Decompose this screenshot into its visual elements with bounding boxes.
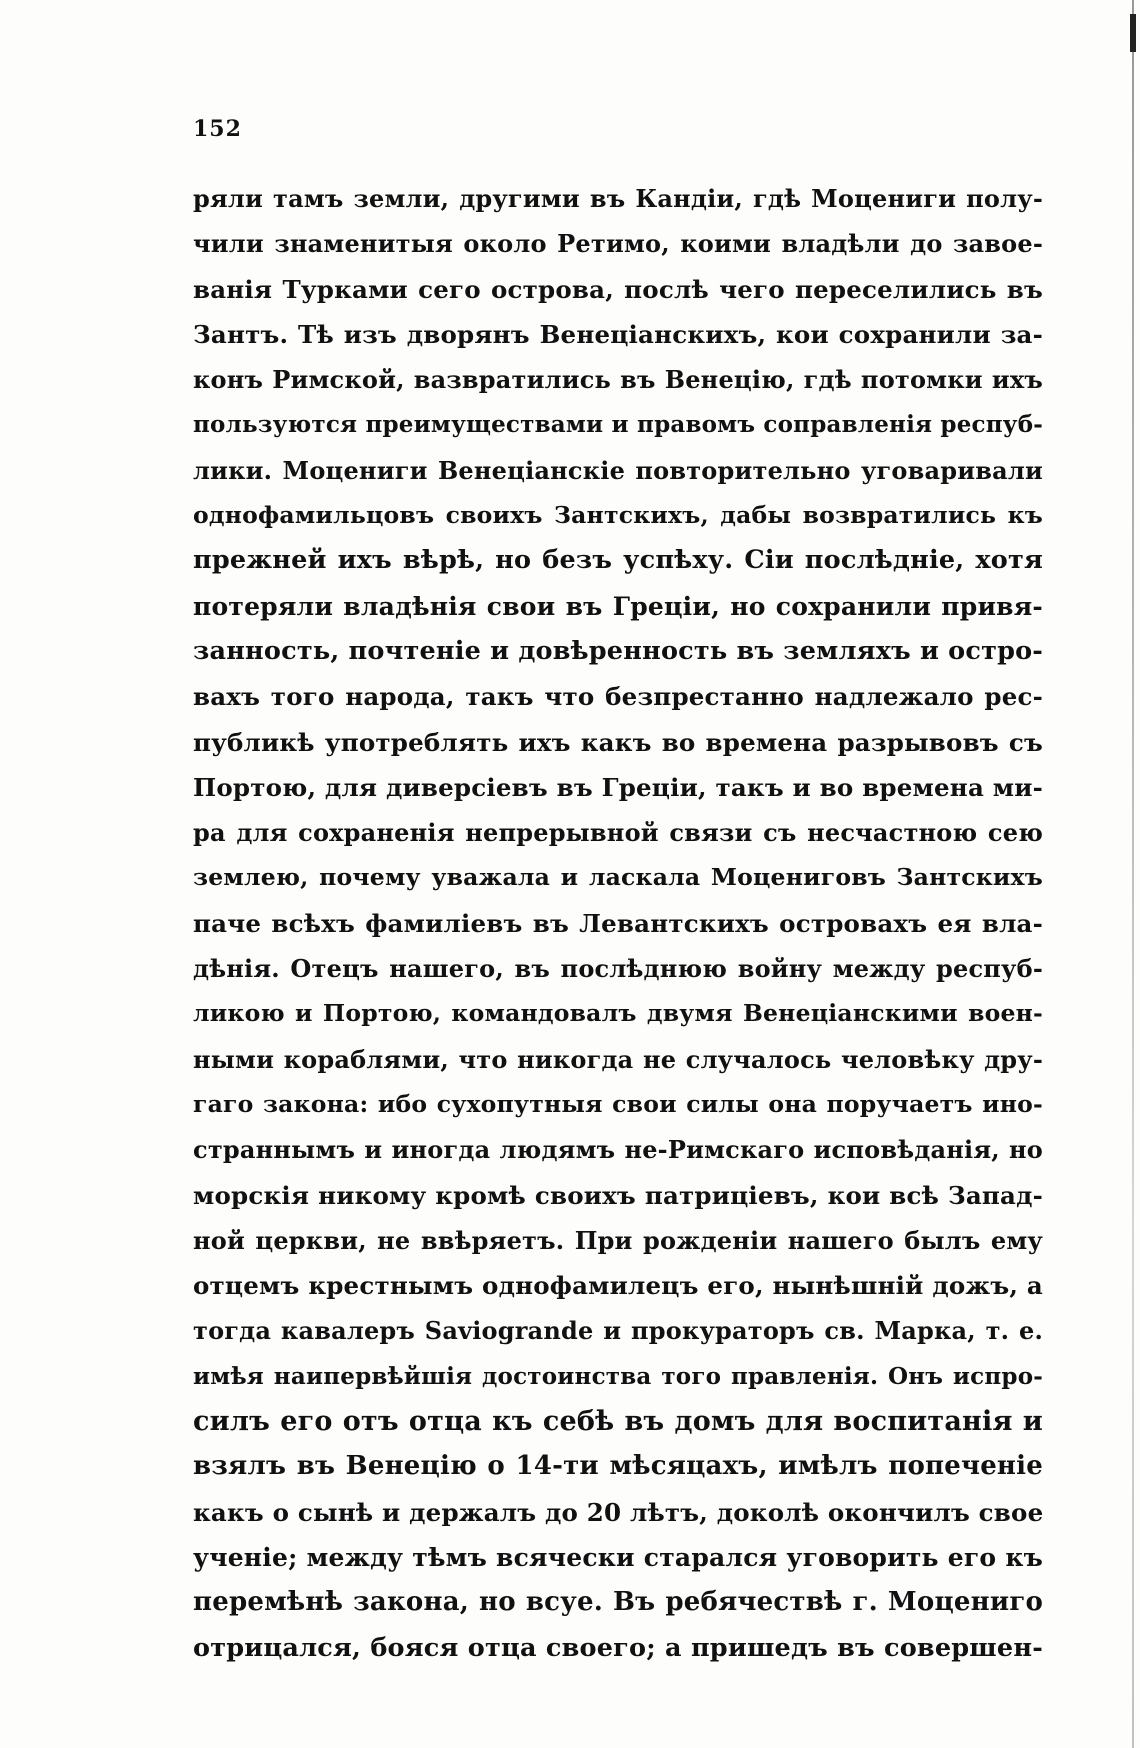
text-line: гаго закона: ибо сухопутныя свои силы она поручаетъ ино- (193, 1089, 1043, 1118)
text-line: страннымъ и иногда людямъ не-Римскаго исповѣданія, но (193, 1135, 1043, 1165)
text-line: тогда кавалеръ Saviogrande и прокураторъ св. Марка, т. е. (193, 1316, 1043, 1346)
text-line: силъ его отъ отца къ себѣ въ домъ для воспитанія и (193, 1406, 1043, 1438)
text-line: вахъ того народа, такъ что безпрестанно надлежало рес- (193, 682, 1043, 712)
text-line: какъ о сынѣ и держалъ до 20 лѣтъ, доколѣ окончилъ свое (193, 1497, 1044, 1527)
text-line: паче всѣхъ фамиліевъ въ Левантскихъ островахъ ея вла- (193, 908, 1043, 938)
text-line: землею, почему уважала и ласкала Моцениговъ Зантскихъ (193, 863, 1043, 892)
text-line: Зантъ. Тѣ изъ дворянъ Венеціанскихъ, кои сохранили за- (193, 319, 1043, 349)
text-line: ряли тамъ земли, другими въ Кандіи, гдѣ Моцениги полу- (193, 184, 1043, 213)
text-line: однофамильцовъ своихъ Зантскихъ, дабы возвратились къ (193, 501, 1043, 530)
text-line: Портою, для диверсіевъ въ Греціи, такъ и во времена ми- (193, 772, 1043, 802)
text-line: потеряли владѣнія свои въ Греціи, но сохранили привя- (193, 591, 1043, 621)
text-line: конъ Римской, вазвратились въ Венецію, гдѣ потомки ихъ (193, 365, 1043, 395)
text-line: занность, почтеніе и довѣренность въ земляхъ и остро- (193, 635, 1044, 666)
text-line: пользуются преимуществами и правомъ соправленія респуб- (193, 411, 1043, 439)
text-line: лики. Моцениги Венеціанскіе повторительно уговаривали (193, 455, 1043, 485)
text-line: ученіе; между тѣмъ всячески старался уговорить его къ (193, 1542, 1043, 1572)
text-line: морскія никому кромѣ своихъ патриціевъ, кои всѣ Запад- (193, 1180, 1043, 1210)
text-line: ра для сохраненія непрерывной связи съ несчастною сею (193, 818, 1043, 848)
text-line: ными кораблями, что никогда не случалось человѣку дру- (193, 1044, 1043, 1074)
text-line: ванія Турками сего острова, послѣ чего переселились въ (193, 274, 1043, 304)
text-line: дѣнія. Отецъ нашего, въ послѣднюю войну между респуб- (193, 954, 1043, 984)
text-line: имѣя наипервѣйшія достоинства того правленія. Онъ испро- (193, 1362, 1043, 1390)
text-line: ной церкви, не ввѣряетъ. При рожденіи нашего былъ ему (193, 1225, 1043, 1255)
text-line: ликою и Портою, командовалъ двумя Венеціанскими воен- (193, 999, 1043, 1028)
body-text (193, 176, 1043, 1671)
page-edge-rule (1132, 0, 1134, 1748)
text-line: перемѣнѣ закона, но всуе. Въ ребячествѣ г. Моцениго (193, 1587, 1043, 1618)
text-line: прежней ихъ вѣрѣ, но безъ успѣху. Сіи послѣдніе, хотя (193, 545, 1043, 576)
text-line: чили знаменитыя около Ретимо, коими владѣли до завое- (193, 229, 1043, 259)
text-line: публикѣ употреблять ихъ какъ во времена разрывовъ съ (193, 727, 1043, 757)
text-line: отрицался, бояся отца своего; а пришедъ въ совершен- (193, 1632, 1043, 1663)
page-number: 152 (193, 116, 242, 142)
text-line: отцемъ крестнымъ однофамилецъ его, нынѣшній дожъ, а (193, 1271, 1043, 1301)
page-edge-mark (1130, 14, 1136, 52)
text-line: взялъ въ Венецію о 14-ти мѣсяцахъ, имѣлъ попеченіе (193, 1451, 1043, 1482)
